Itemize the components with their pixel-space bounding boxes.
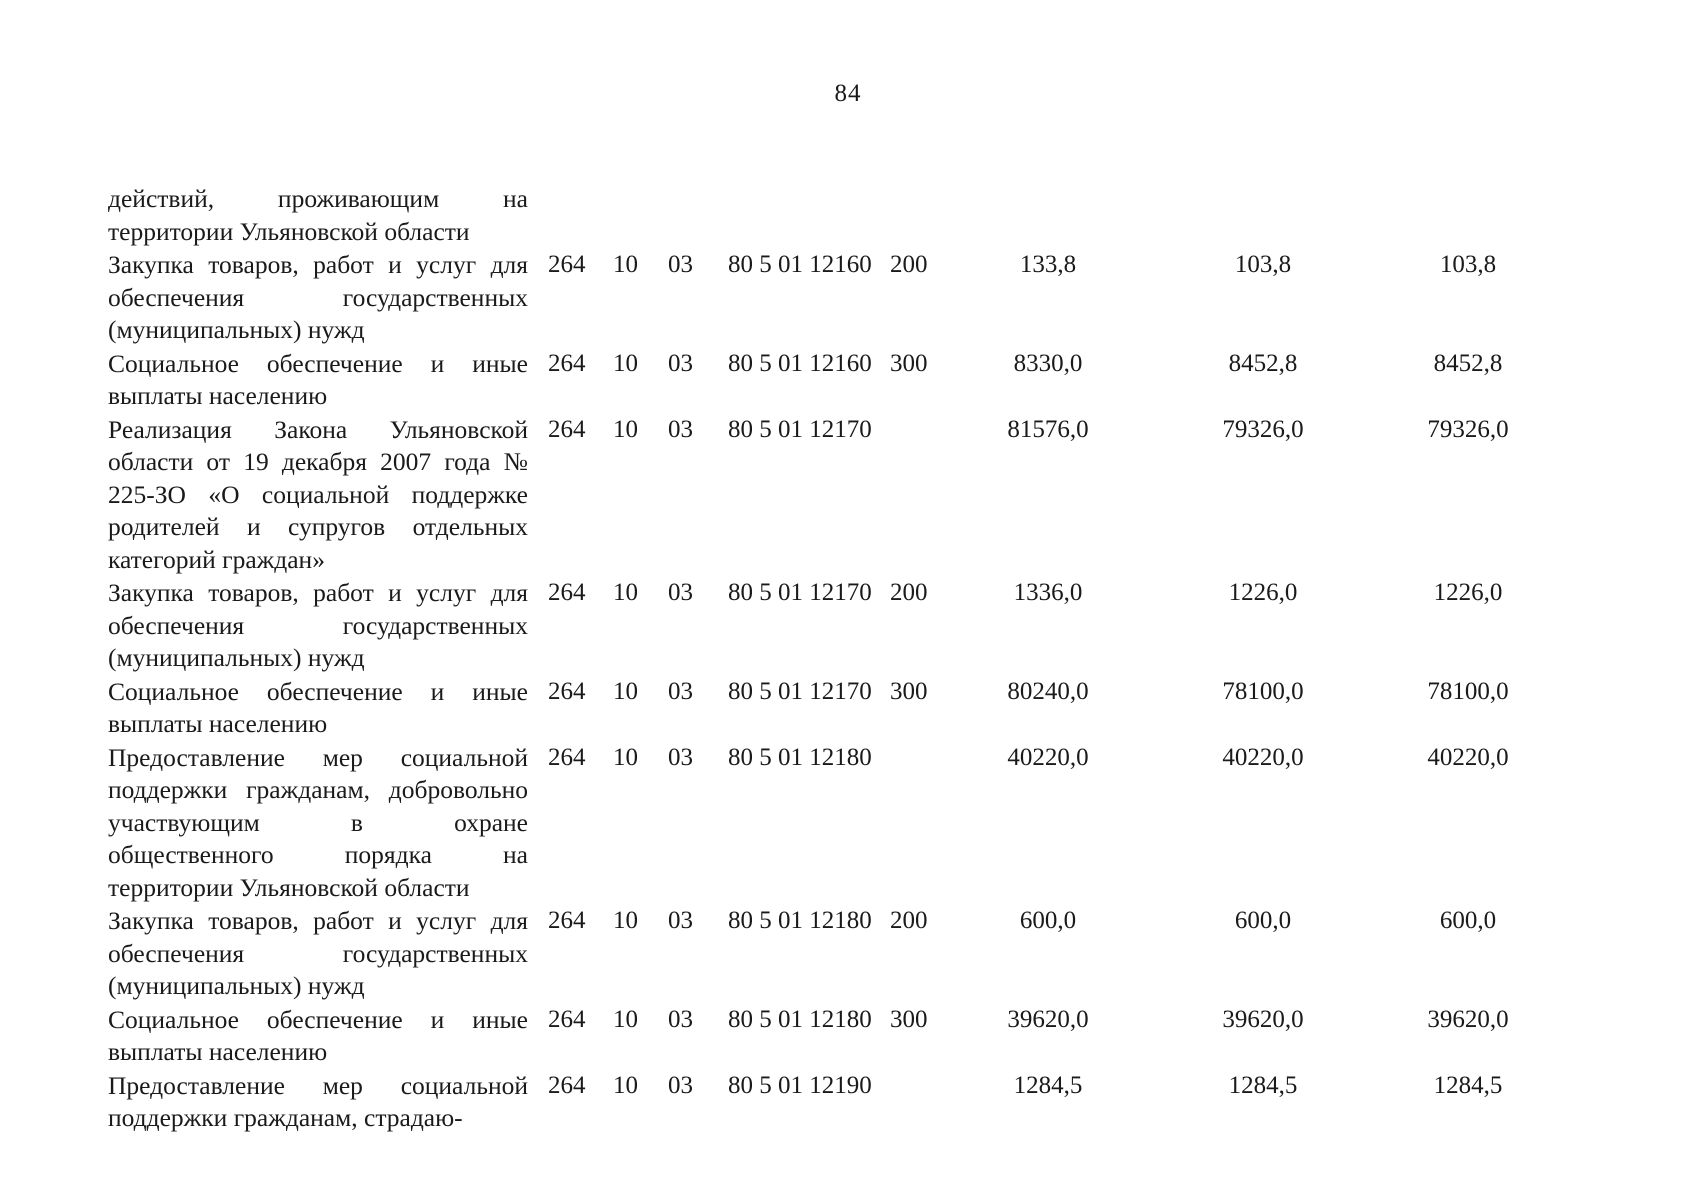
subsection-code: 03 — [668, 677, 693, 705]
department-code: 264 — [548, 1005, 586, 1033]
amount-year-1: 1336,0 — [1013, 579, 1083, 606]
section-code: 10 — [613, 743, 638, 771]
budget-table — [108, 183, 1578, 1136]
amount-year-3: 79326,0 — [1427, 415, 1509, 443]
amount-year-2: 78100,0 — [1222, 677, 1304, 705]
table-row — [108, 183, 1578, 248]
department-code: 264 — [548, 579, 586, 606]
table-row — [108, 905, 1578, 1003]
amount-year-2: 600,0 — [1234, 907, 1292, 934]
target-article-code: 80 5 01 12180 — [728, 743, 872, 771]
target-article-code: 80 5 01 12170 — [728, 677, 872, 705]
department-code: 264 — [548, 415, 586, 443]
subsection-code: 03 — [668, 743, 693, 771]
target-article-code: 80 5 01 12160 — [728, 251, 872, 278]
amount-year-2: 1284,5 — [1228, 1071, 1298, 1099]
row-description: Предоставление мер социальной поддержки гражданам, добровольно участвующим в охране общественного порядка на территории Ульяновской области — [108, 742, 528, 902]
amount-year-1: 40220,0 — [1007, 743, 1089, 771]
amount-year-1: 81576,0 — [1007, 415, 1089, 443]
amount-year-3: 39620,0 — [1427, 1005, 1509, 1033]
amount-year-1: 1284,5 — [1013, 1071, 1083, 1099]
amount-year-1: 8330,0 — [1013, 349, 1083, 377]
section-code: 10 — [613, 251, 638, 278]
target-article-code: 80 5 01 12180 — [728, 1005, 872, 1033]
amount-year-2: 103,8 — [1234, 251, 1292, 278]
row-description: Предоставление мер социальной поддержки гражданам, страдаю- — [108, 1070, 528, 1132]
row-description: Закупка товаров, работ и услуг для обеспечения государственных (муниципальных) нужд — [108, 250, 528, 344]
target-article-code: 80 5 01 12190 — [728, 1071, 872, 1099]
table-row — [108, 577, 1578, 675]
table-row — [108, 414, 1578, 577]
subsection-code: 03 — [668, 579, 693, 606]
amount-year-3: 40220,0 — [1427, 743, 1509, 771]
row-description: Реализация Закона Ульяновской области от 19 декабря 2007 года № 225-ЗО «О социальной поддержке родителей и супругов отдельных категорий граждан» — [108, 414, 528, 574]
target-article-code: 80 5 01 12180 — [728, 907, 872, 934]
amount-year-1: 600,0 — [1019, 907, 1077, 934]
amount-year-3: 78100,0 — [1427, 677, 1509, 705]
amount-year-2: 1226,0 — [1228, 579, 1298, 606]
department-code: 264 — [548, 677, 586, 705]
expense-kind-code: 300 — [890, 1005, 928, 1033]
row-description: Социальное обеспечение и иные выплаты населению — [108, 1004, 528, 1066]
table-row — [108, 1070, 1578, 1135]
subsection-code: 03 — [668, 1005, 693, 1033]
expense-kind-code: 300 — [890, 677, 928, 705]
amount-year-3: 1284,5 — [1433, 1071, 1503, 1099]
subsection-code: 03 — [668, 251, 693, 278]
table-row — [108, 742, 1578, 905]
department-code: 264 — [548, 1071, 586, 1099]
subsection-code: 03 — [668, 1071, 693, 1099]
row-description: действий, проживающим на территории Ульяновской области — [108, 184, 528, 246]
target-article-code: 80 5 01 12170 — [728, 415, 872, 443]
subsection-code: 03 — [668, 349, 693, 377]
section-code: 10 — [613, 677, 638, 705]
amount-year-2: 79326,0 — [1222, 415, 1304, 443]
table-row — [108, 249, 1578, 347]
department-code: 264 — [548, 743, 586, 771]
table-row — [108, 1004, 1578, 1069]
expense-kind-code: 200 — [890, 907, 928, 934]
section-code: 10 — [613, 1005, 638, 1033]
row-description: Социальное обеспечение и иные выплаты населению — [108, 348, 528, 410]
amount-year-3: 103,8 — [1439, 251, 1497, 278]
section-code: 10 — [613, 1071, 638, 1099]
subsection-code: 03 — [668, 907, 693, 934]
section-code: 10 — [613, 349, 638, 377]
expense-kind-code: 200 — [890, 251, 928, 278]
table-row — [108, 348, 1578, 413]
amount-year-3: 8452,8 — [1433, 349, 1503, 377]
expense-kind-code: 300 — [890, 349, 928, 377]
row-description: Закупка товаров, работ и услуг для обеспечения государственных (муниципальных) нужд — [108, 578, 528, 672]
amount-year-2: 8452,8 — [1228, 349, 1298, 377]
page-number: 84 — [834, 80, 862, 107]
subsection-code: 03 — [668, 415, 693, 443]
table-row — [108, 676, 1578, 741]
amount-year-1: 80240,0 — [1007, 677, 1089, 705]
amount-year-1: 133,8 — [1019, 251, 1077, 278]
target-article-code: 80 5 01 12160 — [728, 349, 872, 377]
department-code: 264 — [548, 907, 586, 934]
section-code: 10 — [613, 415, 638, 443]
section-code: 10 — [613, 907, 638, 934]
row-description: Социальное обеспечение и иные выплаты населению — [108, 676, 528, 738]
amount-year-2: 39620,0 — [1222, 1005, 1304, 1033]
row-description: Закупка товаров, работ и услуг для обеспечения государственных (муниципальных) нужд — [108, 906, 528, 1000]
section-code: 10 — [613, 579, 638, 606]
amount-year-3: 1226,0 — [1433, 579, 1503, 606]
expense-kind-code: 200 — [890, 579, 928, 606]
amount-year-3: 600,0 — [1439, 907, 1497, 934]
amount-year-1: 39620,0 — [1007, 1005, 1089, 1033]
target-article-code: 80 5 01 12170 — [728, 579, 872, 606]
department-code: 264 — [548, 251, 586, 278]
department-code: 264 — [548, 349, 586, 377]
amount-year-2: 40220,0 — [1222, 743, 1304, 771]
